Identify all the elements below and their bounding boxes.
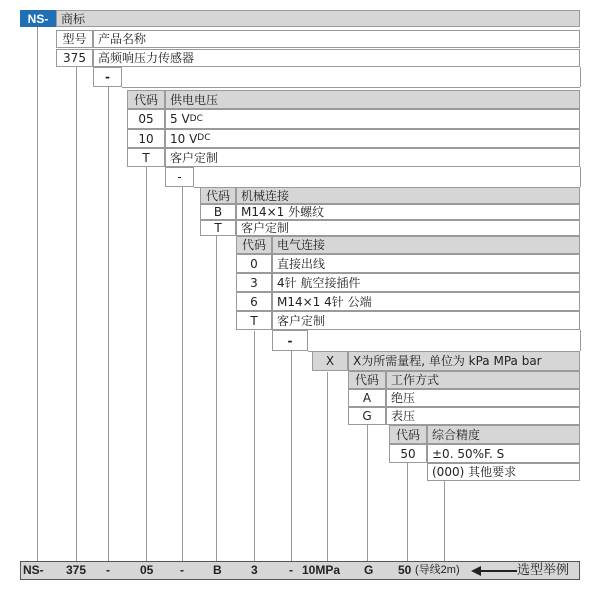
example-item: - bbox=[180, 563, 184, 577]
connector-line bbox=[146, 167, 147, 561]
elec-option: M14×1 4针 公端 bbox=[272, 292, 580, 311]
separator-dash: - bbox=[93, 67, 122, 87]
example-item: - bbox=[289, 563, 293, 577]
separator-line bbox=[580, 330, 581, 351]
supply-option: 客户定制 bbox=[165, 148, 580, 167]
example-item: 50 bbox=[398, 563, 412, 577]
supply-code: 10 bbox=[127, 129, 165, 148]
elec-code-header: 代码 bbox=[236, 236, 272, 254]
elec-code: 6 bbox=[236, 292, 272, 311]
product-name-header: 产品名称 bbox=[93, 30, 580, 48]
mode-option: 表压 bbox=[386, 407, 580, 425]
mech-code-header: 代码 bbox=[200, 187, 236, 204]
connector-line bbox=[254, 331, 255, 561]
supply-name-header: 供电电压 bbox=[165, 90, 580, 109]
connector-line bbox=[182, 187, 183, 561]
accuracy-name-header: 综合精度 bbox=[427, 425, 580, 444]
example-item: 10MPa bbox=[302, 563, 341, 577]
connector-line bbox=[37, 26, 38, 561]
separator-line bbox=[580, 167, 581, 187]
example-item: B bbox=[213, 563, 222, 577]
model-code: 375 bbox=[56, 49, 93, 67]
connector-line bbox=[76, 67, 77, 561]
mech-name-header: 机械连接 bbox=[236, 187, 580, 204]
example-item: - bbox=[106, 563, 110, 577]
product-name: 高频响压力传感器 bbox=[93, 49, 580, 67]
mech-option: M14×1 外螺纹 bbox=[236, 204, 580, 220]
mode-code-header: 代码 bbox=[348, 371, 386, 389]
supply-option: 5 V DC bbox=[165, 109, 580, 129]
elec-option: 客户定制 bbox=[272, 311, 580, 330]
connector-line bbox=[367, 425, 368, 561]
connector-line bbox=[444, 480, 445, 561]
range-code: X bbox=[312, 351, 348, 371]
mech-code: T bbox=[200, 220, 236, 236]
subscript-dc: DC bbox=[197, 133, 211, 143]
connector-line bbox=[407, 463, 408, 561]
prefix-badge: NS- bbox=[20, 10, 56, 27]
connector-line bbox=[216, 235, 217, 561]
elec-code: T bbox=[236, 311, 272, 330]
example-item: 05 bbox=[140, 563, 154, 577]
elec-code: 0 bbox=[236, 254, 272, 273]
range-description: X为所需量程, 单位为 kPa MPa bar bbox=[348, 351, 580, 371]
supply-code: 05 bbox=[127, 109, 165, 129]
subscript-dc: DC bbox=[189, 113, 203, 124]
mech-option: 客户定制 bbox=[236, 220, 580, 236]
separator-dash: - bbox=[165, 167, 194, 187]
mode-option: 绝压 bbox=[386, 389, 580, 407]
connector-line bbox=[108, 87, 109, 561]
supply-code-header: 代码 bbox=[127, 90, 165, 109]
example-item: G bbox=[364, 563, 374, 577]
trademark-header: 商标 bbox=[56, 10, 580, 27]
elec-option: 4针 航空接插件 bbox=[272, 273, 580, 292]
example-item: NS- bbox=[23, 563, 44, 577]
supply-code: T bbox=[127, 148, 165, 167]
separator-line bbox=[122, 87, 580, 88]
mode-code: G bbox=[348, 407, 386, 425]
arrow-left-icon bbox=[471, 566, 517, 576]
elec-name-header: 电气连接 bbox=[272, 236, 580, 254]
supply-option: 10 V DC bbox=[165, 129, 580, 148]
elec-option: 直接出线 bbox=[272, 254, 580, 273]
separator-dash: - bbox=[272, 330, 308, 351]
accuracy-option: ±0. 50%F. S bbox=[427, 444, 580, 463]
example-label: 选型举例 bbox=[517, 562, 570, 577]
model-code-header: 型号 bbox=[56, 30, 93, 48]
accuracy-code: 50 bbox=[389, 444, 427, 463]
accuracy-code-header: 代码 bbox=[389, 425, 427, 444]
mode-code: A bbox=[348, 389, 386, 407]
other-requirements: (000) 其他要求 bbox=[427, 463, 580, 481]
example-item: 3 bbox=[251, 563, 258, 577]
mode-name-header: 工作方式 bbox=[386, 371, 580, 389]
mech-code: B bbox=[200, 204, 236, 220]
separator-line bbox=[580, 67, 581, 87]
elec-code: 3 bbox=[236, 273, 272, 292]
example-tail: (导线2m) bbox=[415, 564, 460, 576]
connector-line bbox=[291, 351, 292, 561]
connector-line bbox=[327, 372, 328, 561]
example-item: 375 bbox=[66, 563, 87, 577]
